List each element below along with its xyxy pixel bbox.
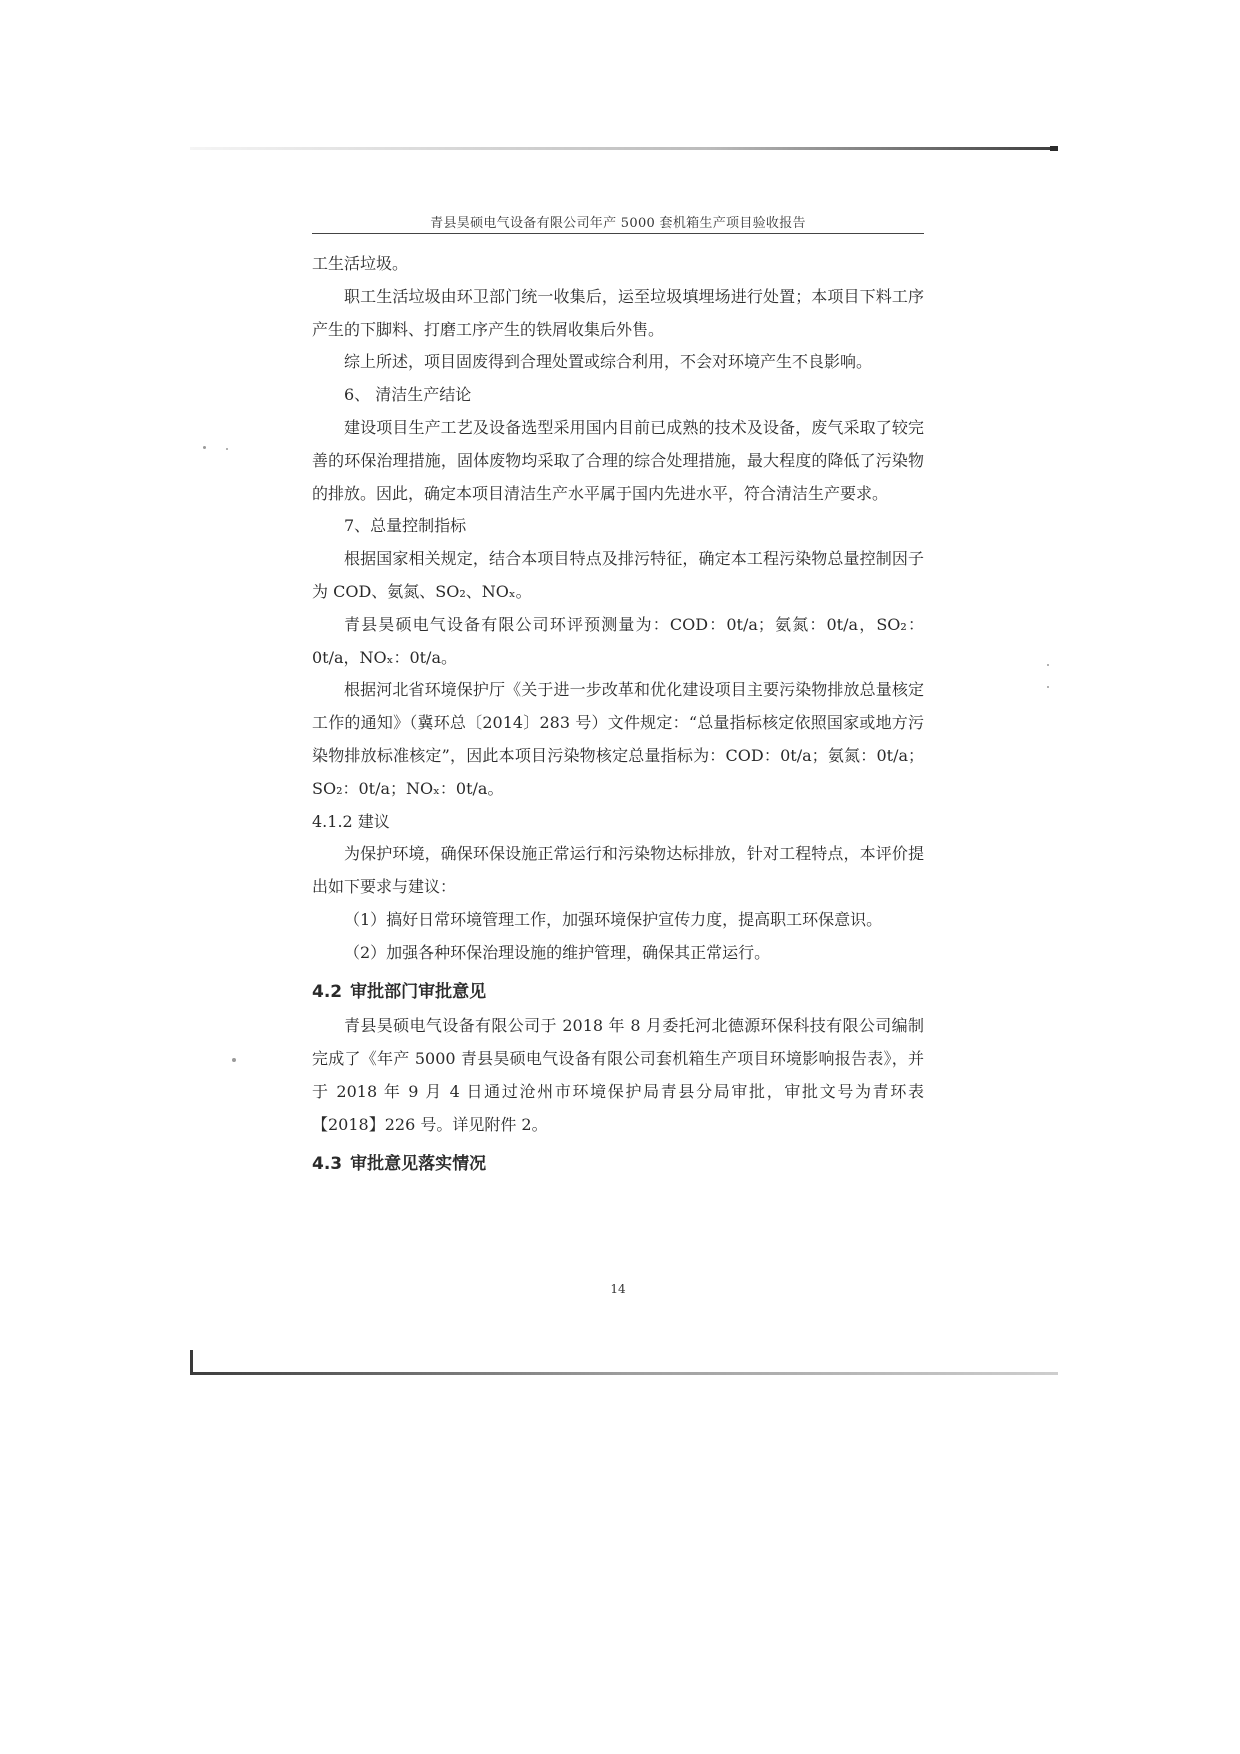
paragraph: 职工生活垃圾由环卫部门统一收集后，运至垃圾填埋场进行处置；本项目下料工序产生的下脚料、打磨工序产生的铁屑收集后外售。 bbox=[312, 286, 924, 339]
scan-edge-top-end bbox=[1050, 146, 1058, 151]
paragraph: 根据河北省环境保护厅《关于进一步改革和优化建设项目主要污染物排放总量核定工作的通知》（冀环总〔2014〕283 号）文件规定：“总量指标核定依照国家或地方污染物排放标准核定”，因此本项目污染物核定总量指标为：COD：0t/a；氨氮：0t/a；SO₂：0t/a；NOₓ：0t/a。 bbox=[312, 680, 924, 798]
paragraph: 青县昊硕电气设备有限公司于 2018 年 8 月委托河北德源环保科技有限公司编制完成了《年产 5000 青县昊硕电气设备有限公司套机箱生产项目环境影响报告表》，并于 2018 年 9 月 4 日通过沧州市环境保护局青县分局审批，审批文号为青环表【2018】226 号。详见附件 2。 bbox=[312, 1016, 924, 1134]
list-item: （1）搞好日常环境管理工作，加强环境保护宣传力度，提高职工环保意识。 bbox=[344, 909, 883, 929]
subheading-suggestions: 4.1.2 建议 bbox=[312, 811, 390, 831]
paragraph: 建设项目生产工艺及设备选型采用国内目前已成熟的技术及设备，废气采取了较完善的环保治理措施，固体废物均采取了合理的综合处理措施，最大程度的降低了污染物的排放。因此，确定本项目清洁生产水平属于国内先进水平，符合清洁生产要求。 bbox=[312, 417, 924, 503]
section-title: 审批部门审批意见 bbox=[350, 981, 487, 1002]
scan-speck bbox=[232, 1058, 236, 1062]
scan-edge-left bbox=[190, 1350, 193, 1375]
paragraph: 工生活垃圾。 bbox=[312, 254, 409, 273]
section-heading-4-3 bbox=[312, 1148, 924, 1181]
scan-speck bbox=[226, 448, 228, 450]
section-title: 审批意见落实情况 bbox=[350, 1153, 487, 1174]
scan-edge-top bbox=[190, 147, 1058, 150]
paragraph: 综上所述，项目固废得到合理处置或综合利用，不会对环境产生不良影响。 bbox=[344, 352, 873, 372]
scan-speck bbox=[203, 446, 206, 449]
scan-speck bbox=[1047, 664, 1049, 666]
scan-speck bbox=[1047, 686, 1049, 688]
scan-edge-bottom bbox=[190, 1372, 1058, 1375]
page-body bbox=[312, 248, 924, 1182]
header-rule bbox=[312, 233, 924, 234]
paragraph: 为保护环境，确保环保设施正常运行和污染物达标排放，针对工程特点，本评价提出如下要求与建议： bbox=[312, 844, 924, 897]
running-header: 青县昊硕电气设备有限公司年产 5000 套机箱生产项目验收报告 bbox=[430, 216, 806, 231]
section-number: 4.3 bbox=[312, 1153, 343, 1174]
section-heading-4-2 bbox=[312, 976, 924, 1009]
section-number: 4.2 bbox=[312, 981, 343, 1002]
list-item: （2）加强各种环保治理设施的维护管理，确保其正常运行。 bbox=[344, 942, 771, 962]
subheading-total-control: 7、总量控制指标 bbox=[344, 516, 467, 536]
subheading-clean-production: 6、 清洁生产结论 bbox=[344, 385, 472, 405]
page-number: 14 bbox=[610, 1282, 626, 1296]
paragraph: 青县昊硕电气设备有限公司环评预测量为：COD：0t/a；氨氮：0t/a，SO₂：0t/a，NOₓ：0t/a。 bbox=[312, 614, 924, 667]
paragraph: 根据国家相关规定，结合本项目特点及排污特征，确定本工程污染物总量控制因子为 COD、氨氮、SO₂、NOₓ。 bbox=[312, 549, 924, 601]
